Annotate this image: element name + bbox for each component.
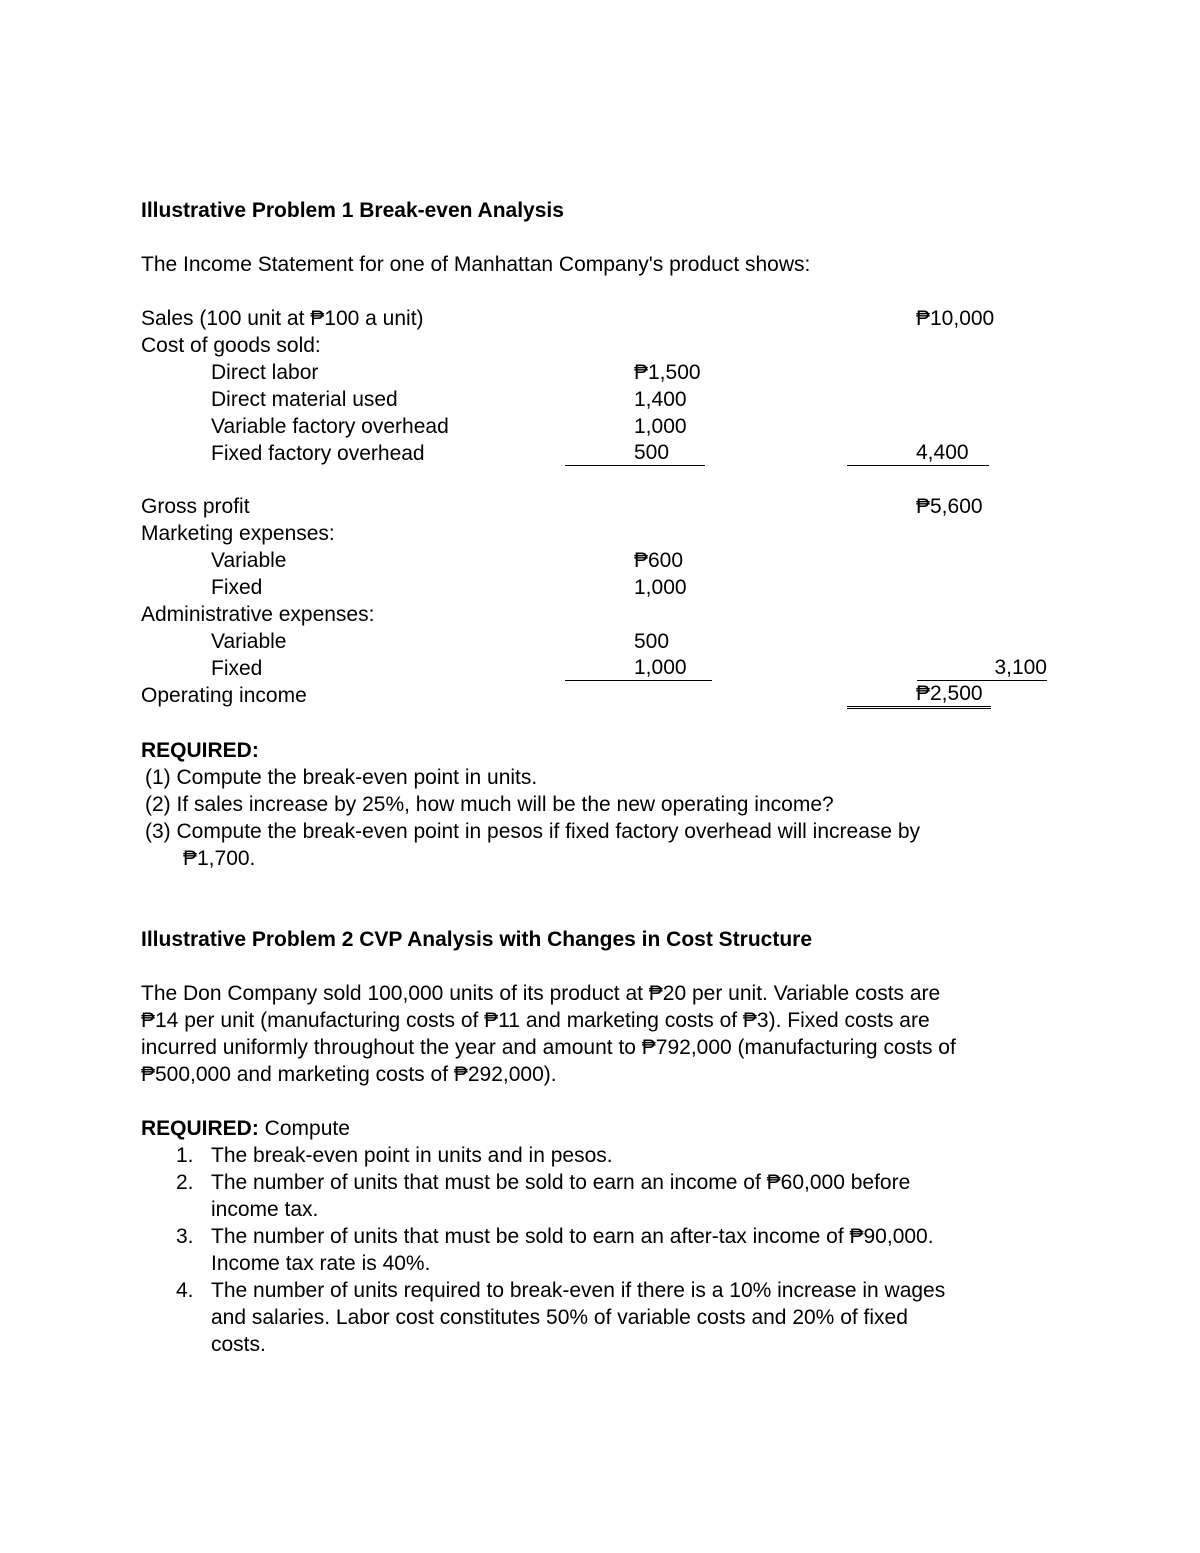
cogs-total: 4,400 [916, 441, 969, 464]
marketing-variable-label: Variable [211, 549, 287, 572]
list-number-1: 1. [176, 1144, 194, 1167]
problem2-required-label: REQUIRED: [141, 1117, 259, 1140]
operating-income-label: Operating income [141, 684, 307, 707]
problem2-paragraph-line-4: ₱500,000 and marketing costs of ₱292,000). [141, 1063, 557, 1086]
gross-profit-label: Gross profit [141, 495, 250, 518]
list-number-4: 4. [176, 1279, 194, 1302]
marketing-fixed-label: Fixed [211, 576, 263, 599]
problem2-required [141, 1115, 350, 1142]
admin-variable-label: Variable [211, 630, 287, 653]
marketing-expenses-label: Marketing expenses: [141, 522, 335, 545]
operating-income-total: ₱2,500 [916, 682, 983, 705]
expenses-total-cell [917, 655, 1047, 681]
fixed-factory-overhead-value: 500 [634, 441, 670, 464]
marketing-fixed-value: 1,000 [634, 576, 687, 599]
list-item-1-line-1: The break-even point in units and in pesos. [211, 1144, 613, 1167]
variable-factory-overhead-label: Variable factory overhead [211, 415, 449, 438]
problem1-required-item-2: (2) If sales increase by 25%, how much will be the new operating income? [145, 793, 834, 816]
problem2-title: Illustrative Problem 2 CVP Analysis with Changes in Cost Structure [141, 928, 813, 951]
problem2-paragraph-line-3: incurred uniformly throughout the year and amount to ₱792,000 (manufacturing costs of [141, 1036, 956, 1059]
problem1-title: Illustrative Problem 1 Break-even Analysis [141, 199, 564, 222]
marketing-variable-value: ₱600 [634, 549, 684, 572]
sales-total: ₱10,000 [916, 307, 995, 330]
administrative-expenses-label: Administrative expenses: [141, 603, 375, 626]
list-item-4-line-1: The number of units required to break-even if there is a 10% increase in wages [211, 1279, 946, 1302]
expenses-total: 3,100 [994, 656, 1047, 679]
list-item-3-line-2: Income tax rate is 40%. [211, 1252, 431, 1275]
operating-income-cell [847, 682, 991, 709]
sales-label: Sales (100 unit at ₱100 a unit) [141, 307, 424, 330]
problem1-required-item-3: (3) Compute the break-even point in pesos if fixed factory overhead will increase by [145, 820, 921, 843]
cogs-label: Cost of goods sold: [141, 334, 321, 357]
admin-variable-value: 500 [634, 630, 670, 653]
problem1-required-label: REQUIRED: [141, 739, 259, 762]
problem1-required-item-3-continued: ₱1,700. [183, 847, 256, 870]
problem1-intro: The Income Statement for one of Manhattan Company's product shows: [141, 253, 811, 276]
list-item-4-line-2: and salaries. Labor cost constitutes 50% of variable costs and 20% of fixed [211, 1306, 908, 1329]
list-item-4-line-3: costs. [211, 1333, 266, 1356]
list-item-2-line-2: income tax. [211, 1198, 319, 1221]
problem2-paragraph-line-1: The Don Company sold 100,000 units of its product at ₱20 per unit. Variable costs are [141, 982, 941, 1005]
admin-fixed-label: Fixed [211, 657, 263, 680]
admin-fixed-cell [565, 655, 712, 681]
direct-material-value: 1,400 [634, 388, 687, 411]
gross-profit-total: ₱5,600 [916, 495, 983, 518]
list-number-2: 2. [176, 1171, 194, 1194]
direct-labor-label: Direct labor [211, 361, 319, 384]
variable-factory-overhead-value: 1,000 [634, 415, 687, 438]
problem1-required-item-1: (1) Compute the break-even point in units. [145, 766, 538, 789]
problem2-required-text: Compute [258, 1117, 350, 1140]
cogs-total-cell [847, 440, 989, 466]
problem2-paragraph-line-2: ₱14 per unit (manufacturing costs of ₱11 and marketing costs of ₱3). Fixed costs are [141, 1009, 930, 1032]
list-number-3: 3. [176, 1225, 194, 1248]
list-item-3-line-1: The number of units that must be sold to earn an after-tax income of ₱90,000. [211, 1225, 934, 1248]
fixed-factory-overhead-label: Fixed factory overhead [211, 442, 425, 465]
list-item-2-line-1: The number of units that must be sold to earn an income of ₱60,000 before [211, 1171, 911, 1194]
direct-labor-value: ₱1,500 [634, 361, 701, 384]
direct-material-label: Direct material used [211, 388, 398, 411]
fixed-factory-overhead-cell [565, 440, 705, 466]
admin-fixed-value: 1,000 [634, 656, 687, 679]
